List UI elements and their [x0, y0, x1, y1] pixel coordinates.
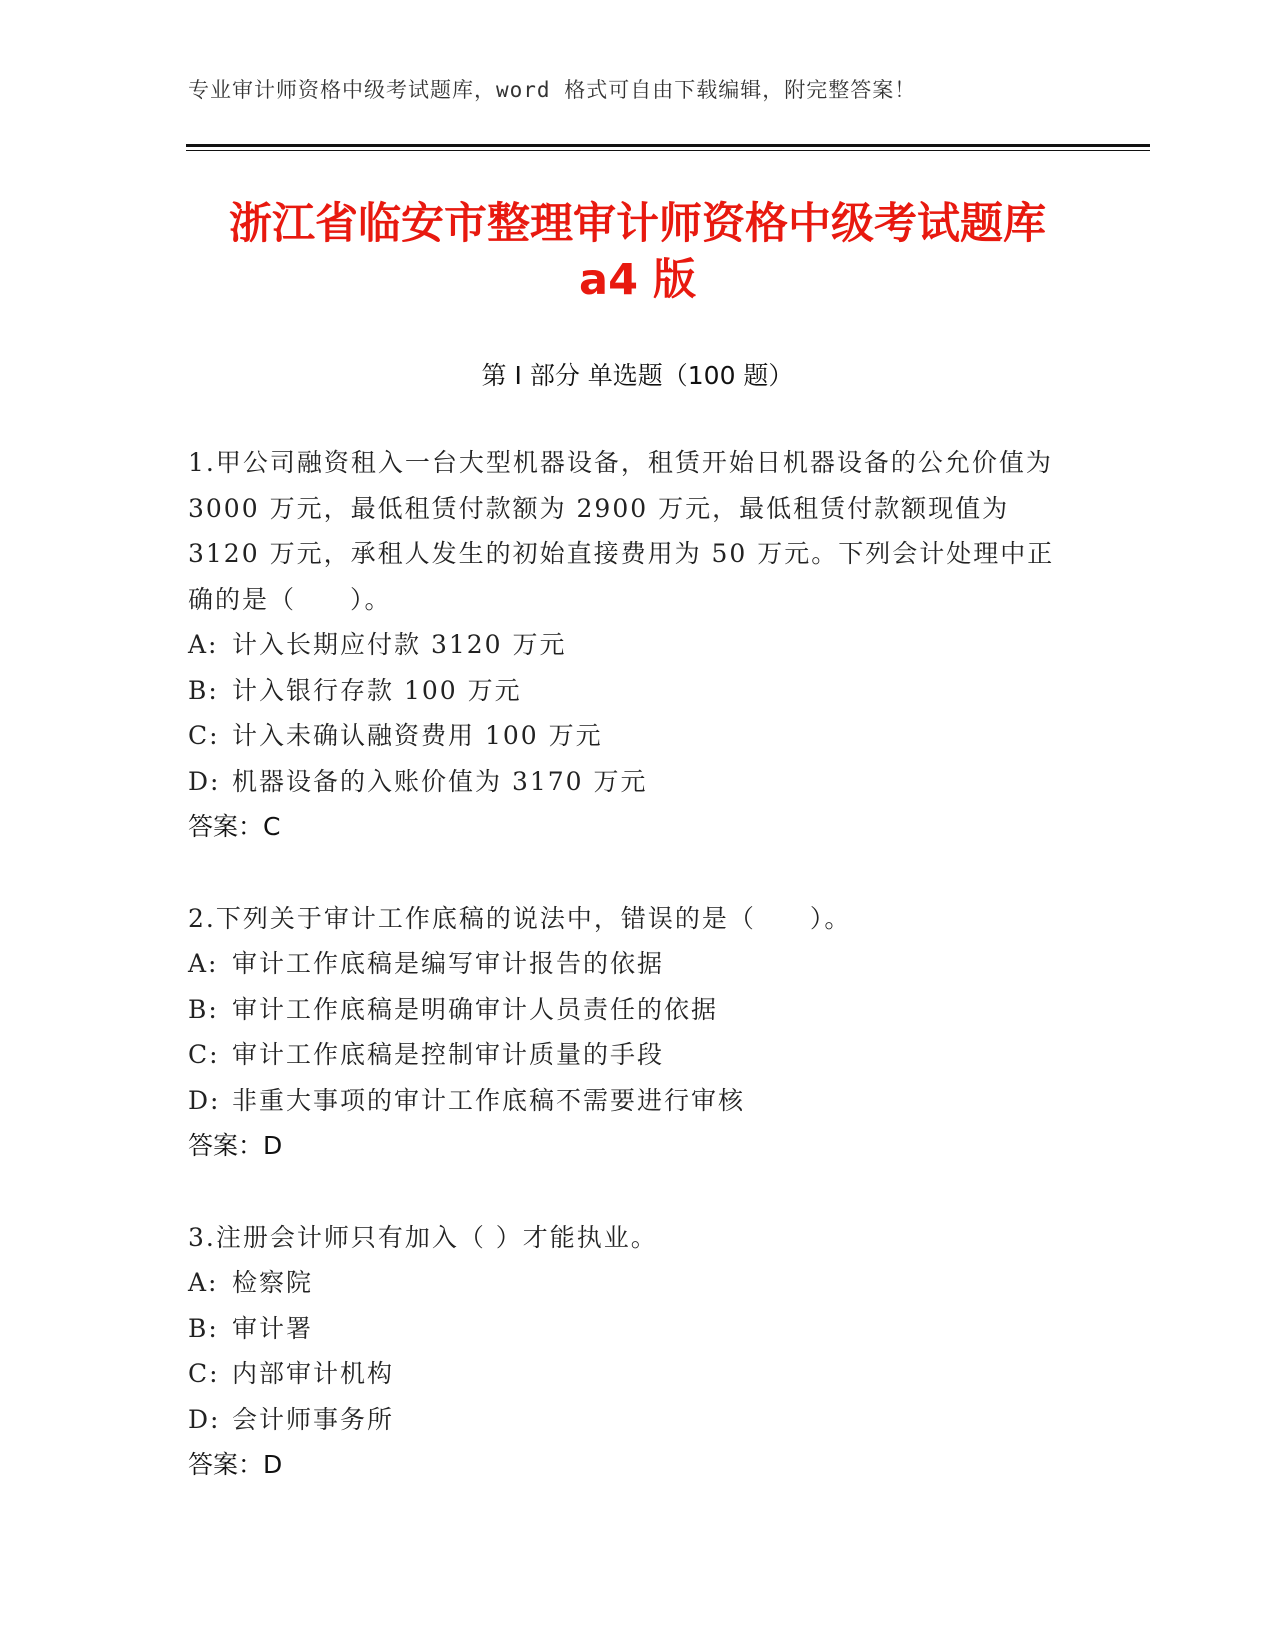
question-stem: 1.甲公司融资租入一台大型机器设备，租赁开始日机器设备的公允价值为 3000 万元，最低租赁付款额为 2900 万元，最低租赁付款额现值为 3120 万元，承租人发生的初始直接费用为 50 万元。下列会计处理中正确的是（ ）。 — [188, 448, 1055, 614]
option-text: 非重大事项的审计工作底稿不需要进行审核 — [232, 1085, 746, 1115]
option-text: 审计工作底稿是编写审计报告的依据 — [232, 949, 665, 978]
document-title — [120, 196, 1155, 308]
option-key: D: — [188, 1404, 221, 1434]
option-key: A: — [188, 1268, 219, 1297]
question-1 — [188, 440, 1068, 850]
option-c — [188, 1351, 1068, 1397]
question-2 — [188, 896, 1068, 1169]
option-key: B: — [188, 994, 219, 1024]
option-key: A: — [188, 630, 219, 659]
answer: 答案：C — [188, 812, 281, 841]
option-key: B: — [188, 675, 219, 705]
question-list — [188, 440, 1068, 1534]
option-a — [188, 622, 1068, 668]
option-b — [188, 1306, 1068, 1352]
option-d — [188, 1078, 1068, 1124]
option-text: 审计署 — [232, 1313, 314, 1343]
option-d — [188, 759, 1068, 805]
option-key: C: — [188, 1359, 220, 1388]
option-key: C: — [188, 1040, 220, 1069]
option-key: D: — [188, 766, 221, 796]
option-key: D: — [188, 1085, 221, 1115]
answer: 答案：D — [188, 1131, 283, 1160]
option-b — [188, 668, 1068, 714]
question-3 — [188, 1215, 1068, 1488]
option-d — [188, 1397, 1068, 1443]
header-rule-thick — [186, 144, 1150, 147]
option-a — [188, 1260, 1068, 1306]
option-text: 审计工作底稿是控制审计质量的手段 — [232, 1040, 665, 1069]
option-key: B: — [188, 1313, 219, 1343]
answer: 答案：D — [188, 1450, 283, 1479]
option-b — [188, 987, 1068, 1033]
option-c — [188, 1032, 1068, 1078]
option-text: 内部审计机构 — [232, 1359, 395, 1388]
document-title-line-1: 浙江省临安市整理审计师资格中级考试题库 — [229, 199, 1046, 249]
option-key: A: — [188, 949, 219, 978]
section-title: 第 I 部分 单选题（100 题） — [481, 361, 794, 390]
option-c — [188, 713, 1068, 759]
option-text: 审计工作底稿是明确审计人员责任的依据 — [232, 994, 719, 1024]
header-rule-thin — [186, 150, 1150, 151]
document-title-line-2: a4 版 — [579, 255, 696, 305]
option-text: 计入长期应付款 3120 万元 — [232, 630, 567, 659]
option-text: 计入未确认融资费用 100 万元 — [232, 721, 603, 750]
page-header: 专业审计师资格中级考试题库，word 格式可自由下载编辑，附完整答案！ — [188, 78, 917, 102]
question-stem: 2.下列关于审计工作底稿的说法中，错误的是（ ）。 — [188, 903, 852, 933]
option-text: 会计师事务所 — [232, 1404, 395, 1434]
question-stem: 3.注册会计师只有加入（ ）才能执业。 — [188, 1222, 658, 1252]
option-key: C: — [188, 721, 220, 750]
option-a — [188, 941, 1068, 987]
option-text: 机器设备的入账价值为 3170 万元 — [232, 766, 648, 796]
option-text: 计入银行存款 100 万元 — [232, 675, 522, 705]
option-text: 检察院 — [232, 1268, 314, 1297]
